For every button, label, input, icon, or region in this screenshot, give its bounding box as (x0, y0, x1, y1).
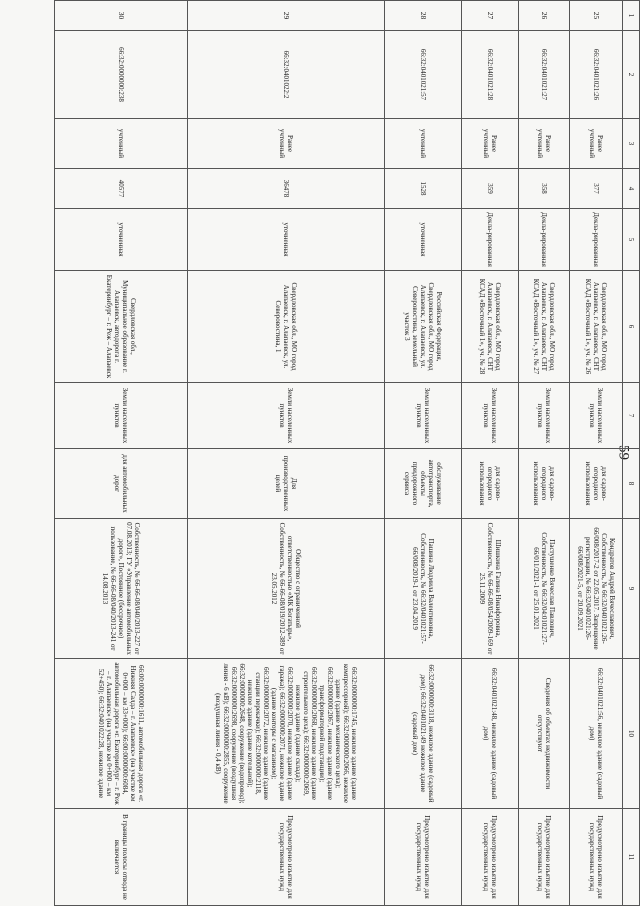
real-estate-objects: 66:32:0000000:3118, нежилое здание (садовый дом); 66:32:0401021:49 нежилое здание (садовый дом) (385, 659, 462, 809)
cadastral-number: 66:32:0000000:238 (55, 31, 188, 119)
parcel-address: Свердловская обл., МО город Алапаевск, г. Алапаевск, СНТ КСАД «Восточный 1», уч. № 28 (462, 271, 519, 383)
row-number: 27 (462, 1, 519, 31)
note: Предусмотрено изъятие для государственных нужд (519, 809, 570, 906)
parcel-status: Ранее учтенный (188, 119, 385, 169)
table-row (462, 1, 519, 906)
parcel-address: Свердловская обл., МО город Алапаевск, г. Алапаевск, СНТ КСАД «Восточный 1», уч. № 27 (519, 271, 570, 383)
real-estate-objects: 66:32:0000000:1745, нежилое здание (здание компрессорной); 66:32:0000000:2066, нежилое здание (здание механического цеха); 66:32:0000000:2067, нежилое здание (здание трансформаторной подстанции); 66:32:0000000:2068, нежилое здание (здание строительного цеха); 66:32:0000000:2069, нежилое здание (здание склада); 66:32:0000000:2070, нежилое здание (здание гаража); 66:32:0000000:2071, нежилое здание (здание конторы с магазином); 66:32:0000000:2072, нежилое здание (здание станции перекачки); 66:32:0000000:2118, нежилое здание (здание котельной); 66:32:0000000:2648, сооружение (водопровод); 66:32:0000000:2698, сооружение (воздушная линия - 6 кВ); 66:32:0000000:2855, сооружение (воздушная линия - 0,4 кВ) (188, 659, 385, 809)
parcel-status: Ранее учтенный (462, 119, 519, 169)
land-category: Земли населенных пунктов (385, 383, 462, 449)
land-category: Земли населенных пунктов (570, 383, 623, 449)
note: Предусмотрено изъятие для государственных нужд (570, 809, 623, 906)
table-row (519, 1, 570, 906)
permitted-use: Для производственных целей (188, 449, 385, 519)
cadastral-number: 66:32:0401021:57 (385, 31, 462, 119)
table-row (570, 1, 623, 906)
parcel-area: 377 (570, 169, 623, 209)
area-precision: Декла-рированная (462, 209, 519, 271)
land-register-table (54, 0, 640, 906)
register-sheet (60, 0, 640, 905)
row-number: 26 (519, 1, 570, 31)
parcel-status: Ранее учтенный (570, 119, 623, 169)
rights-holder: Собственность, № 66-66-08/040/2013-227 от 07.08.2013; ГУ «Управление автомобильных дорог», Постоянное (бессрочное) пользование, № 66-66-08/040/2013-241 от 14.08.2013 (55, 519, 188, 659)
column-header: 7 (623, 383, 640, 449)
parcel-area: 1528 (385, 169, 462, 209)
column-header: 2 (623, 31, 640, 119)
column-number-row (623, 1, 640, 906)
column-header: 3 (623, 119, 640, 169)
table-row (188, 1, 385, 906)
column-header: 4 (623, 169, 640, 209)
permitted-use: обслуживание автотранспорта, объекты придорожного сервиса (385, 449, 462, 519)
cadastral-number: 66:32:0401021:28 (462, 31, 519, 119)
land-category: Земли населенных пунктов (55, 383, 188, 449)
permitted-use: для садово-огородного использования (570, 449, 623, 519)
parcel-area: 40577 (55, 169, 188, 209)
parcel-area: 36478 (188, 169, 385, 209)
row-number: 30 (55, 1, 188, 31)
column-header: 8 (623, 449, 640, 519)
real-estate-objects: 66:00:0000000:1611, автомобильная дорога «г. Нижняя Салда – г. Алапаевск» (на участке км 0+000 – км 33+000); 66:00:0000000:6084, автомобильная дорога «г. Екатеринбург – г. Реж – г. Алапаевск» (на участке км 0+000 – км 52+450); 66:32:0401022:28, нежилое здание (55, 659, 188, 809)
real-estate-objects: Сведения об объектах недвижимости отсутствуют (519, 659, 570, 809)
rights-holder: Шишкина Галина Никифоровна, Собственность, № 66-66-08/054/2009-169 от 25.11.2009 (462, 519, 519, 659)
permitted-use: для автомобильных дорог (55, 449, 188, 519)
area-precision: Декла-рированная (570, 209, 623, 271)
rights-holder: Пастушенко Вячеслав Павлович, Собственность, № 66:32/04:01021:27-66/011/2021-1 от 25.01.2021 (519, 519, 570, 659)
land-category: Земли населенных пунктов (519, 383, 570, 449)
cadastral-number: 66:32:0401021:27 (519, 31, 570, 119)
row-number: 28 (385, 1, 462, 31)
permitted-use: для садово-огородного использования (519, 449, 570, 519)
permitted-use: для садово-огородного использования (462, 449, 519, 519)
parcel-area: 358 (519, 169, 570, 209)
parcel-status: учтенный (55, 119, 188, 169)
real-estate-objects: 66:32:0401021:48, нежилое здание (садовый дом) (462, 659, 519, 809)
parcel-area: 359 (462, 169, 519, 209)
column-header: 5 (623, 209, 640, 271)
cadastral-number: 66:32:0401022:2 (188, 31, 385, 119)
note: Предусмотрено изъятие для государственных нужд (385, 809, 462, 906)
column-header: 1 (623, 1, 640, 31)
rights-holder: Общество с ограниченной ответственностью «МК Богатырь», Собственность, № 66-66-08/019/2012-389 от 23.05.2012 (188, 519, 385, 659)
column-header: 6 (623, 271, 640, 383)
table-row (385, 1, 462, 906)
column-header: 9 (623, 519, 640, 659)
parcel-address: Свердловская обл., МО город Алапаевск, г. Алапаевск, СНТ КСАД «Восточный 1», уч. № 26 (570, 271, 623, 383)
note: Предусмотрено изъятие для государственных нужд (462, 809, 519, 906)
parcel-status: учтенный (385, 119, 462, 169)
note: В границы полосы отвода не включается (55, 809, 188, 906)
land-category: Земли населенных пунктов (188, 383, 385, 449)
row-number: 25 (570, 1, 623, 31)
cadastral-number: 66:32:0401021:26 (570, 31, 623, 119)
column-header: 10 (623, 659, 640, 809)
rights-holder: Кондратов Андрей Вячеславович, Собственность, № 66:32/0401021:26-66/008/2017-2 от 22.05.2017. Запрещение регистрации, № 66:32/0401021:26-66/008/2021-5, от 20.09.2021 (570, 519, 623, 659)
rights-holder: Пашина Людмила Валентиновна, Собственность, № 66:32/0401021:57-66/008/2019-1 от 23.04.2019 (385, 519, 462, 659)
parcel-address: Российская Федерация, Свердловская обл., МО город Алапаевск, г. Алапаевск, ул. Северовостина, земельный участок 3 (385, 271, 462, 383)
area-precision: уточненная (55, 209, 188, 271)
land-category: Земли населенных пунктов (462, 383, 519, 449)
real-estate-objects: 66:32:0401021:56, нежилое здание (садовый дом) (570, 659, 623, 809)
row-number: 29 (188, 1, 385, 31)
parcel-address: Свердловская обл., Муниципальное образование г. Алапаевск, автодорога г. Екатеринбург – г. Реж – Алапаевск (55, 271, 188, 383)
parcel-status: Ранее учтенный (519, 119, 570, 169)
area-precision: уточненная (188, 209, 385, 271)
note: Предусмотрено изъятие для государственных нужд (188, 809, 385, 906)
table-row (55, 1, 188, 906)
area-precision: Декла-рированная (519, 209, 570, 271)
area-precision: уточненная (385, 209, 462, 271)
page-number: 59 (615, 445, 632, 460)
column-header: 11 (623, 809, 640, 906)
parcel-address: Свердловская обл., МО город Алапаевск, г. Алапаевск, ул. Северовостина, 1 (188, 271, 385, 383)
